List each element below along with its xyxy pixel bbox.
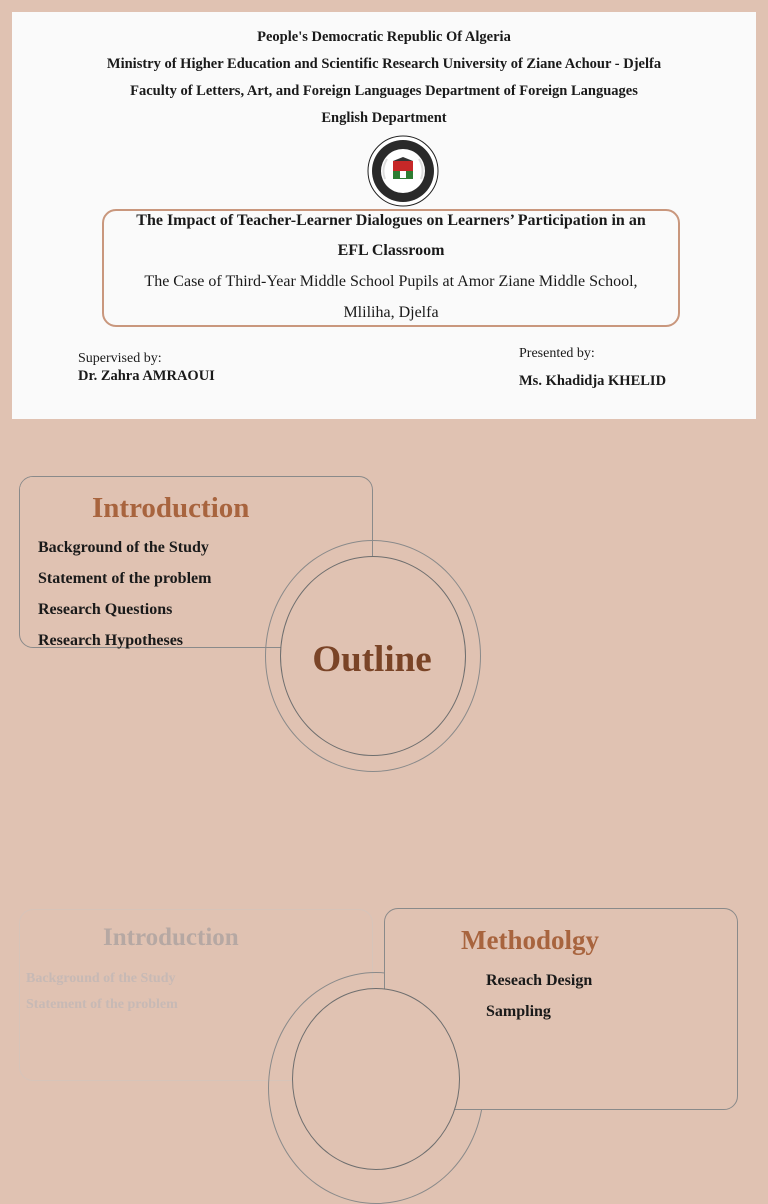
thesis-subtitle-line2: Mliliha, Djelfa xyxy=(343,304,439,321)
thesis-title-line1: The Impact of Teacher-Learner Dialogues on Learners’ Participation in an xyxy=(136,212,646,229)
methodology-title: Methodolgy xyxy=(461,925,599,955)
methodology-outline-circle xyxy=(292,988,460,1170)
header-ministry: Ministry of Higher Education and Scientific Research University of Ziane Achour - Djelfa xyxy=(106,56,662,72)
intro-item-questions: Research Questions xyxy=(38,601,173,618)
header-faculty: Faculty of Letters, Art, and Foreign Languages Department of Foreign Languages xyxy=(130,83,638,99)
intro-item-problem: Statement of the problem xyxy=(38,570,212,587)
introduction-title: Introduction xyxy=(92,492,250,524)
header-department: English Department xyxy=(321,110,447,126)
presenter-name: Ms. Khadidja KHELID xyxy=(519,373,667,389)
outline-title: Outline xyxy=(312,639,432,680)
methodology-item-sampling: Sampling xyxy=(486,1003,551,1020)
title-slide xyxy=(12,12,756,419)
presenter-label: Presented by: xyxy=(519,346,595,361)
faded-introduction-title: Introduction xyxy=(103,924,239,951)
supervisor-label: Supervised by: xyxy=(78,351,162,366)
intro-item-background: Background of the Study xyxy=(38,539,209,556)
thesis-title-box xyxy=(102,209,680,327)
faded-intro-item-background: Background of the Study xyxy=(26,971,176,986)
header-country: People's Democratic Republic Of Algeria xyxy=(257,29,511,45)
faded-intro-item-problem: Statement of the problem xyxy=(26,997,178,1012)
intro-item-hypotheses: Research Hypotheses xyxy=(38,632,184,649)
supervisor-name: Dr. Zahra AMRAOUI xyxy=(78,368,215,384)
thesis-subtitle-line1: The Case of Third-Year Middle School Pupils at Amor Ziane Middle School, xyxy=(144,273,638,290)
university-seal-icon xyxy=(367,135,439,207)
thesis-title-line2: EFL Classroom xyxy=(337,242,445,259)
methodology-item-design: Reseach Design xyxy=(486,972,593,989)
